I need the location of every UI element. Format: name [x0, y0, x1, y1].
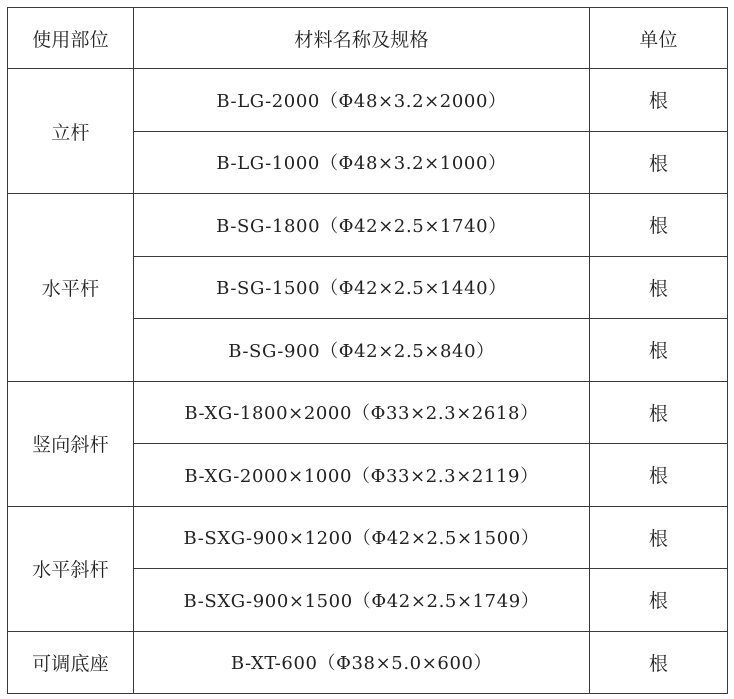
- spec-cell: B-SXG-900×1200（Φ42×2.5×1500）: [134, 506, 590, 569]
- spec-cell: B-SG-1500（Φ42×2.5×1440）: [134, 256, 590, 319]
- header-part: 使用部位: [8, 8, 134, 69]
- spec-cell: B-SG-1800（Φ42×2.5×1740）: [134, 194, 590, 257]
- unit-cell: 根: [590, 319, 728, 382]
- table-row: [8, 194, 728, 257]
- table-row: [8, 631, 728, 694]
- part-cell-vertical-pole: 立杆: [8, 69, 134, 194]
- table-row: [8, 381, 728, 444]
- part-cell-horizontal-bar: 水平杆: [8, 194, 134, 382]
- unit-cell: 根: [590, 381, 728, 444]
- part-cell-vertical-diagonal: 竖向斜杆: [8, 381, 134, 506]
- spec-cell: B-LG-2000（Φ48×3.2×2000）: [134, 69, 590, 132]
- unit-cell: 根: [590, 194, 728, 257]
- part-cell-horizontal-diagonal: 水平斜杆: [8, 506, 134, 631]
- unit-cell: 根: [590, 631, 728, 694]
- unit-cell: 根: [590, 444, 728, 507]
- table-header-row: [8, 8, 728, 69]
- spec-cell: B-SG-900（Φ42×2.5×840）: [134, 319, 590, 382]
- header-spec: 材料名称及规格: [134, 8, 590, 69]
- header-unit: 单位: [590, 8, 728, 69]
- spec-cell: B-SXG-900×1500（Φ42×2.5×1749）: [134, 569, 590, 632]
- spec-cell: B-LG-1000（Φ48×3.2×1000）: [134, 131, 590, 194]
- spec-cell: B-XG-2000×1000（Φ33×2.3×2119）: [134, 444, 590, 507]
- table-row: [8, 506, 728, 569]
- materials-table: [7, 7, 728, 694]
- unit-cell: 根: [590, 69, 728, 132]
- unit-cell: 根: [590, 569, 728, 632]
- unit-cell: 根: [590, 131, 728, 194]
- unit-cell: 根: [590, 256, 728, 319]
- unit-cell: 根: [590, 506, 728, 569]
- table-row: [8, 69, 728, 132]
- part-cell-adjustable-base: 可调底座: [8, 631, 134, 694]
- spec-cell: B-XT-600（Φ38×5.0×600）: [134, 631, 590, 694]
- spec-cell: B-XG-1800×2000（Φ33×2.3×2618）: [134, 381, 590, 444]
